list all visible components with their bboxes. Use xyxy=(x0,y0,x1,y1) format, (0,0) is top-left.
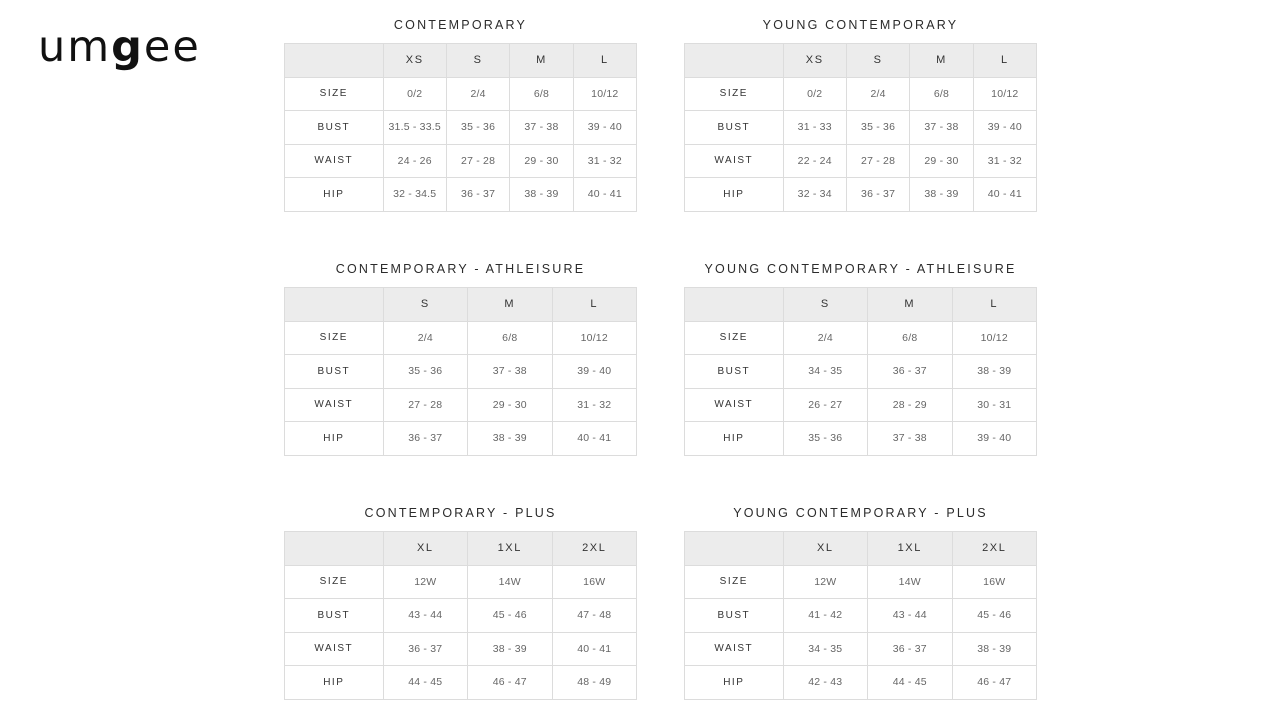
table-cell: 37 - 38 xyxy=(868,422,952,456)
table-row xyxy=(285,77,637,111)
table-row-label: WAIST xyxy=(685,144,784,178)
size-chart-table xyxy=(284,43,637,212)
table-row-label: WAIST xyxy=(685,388,784,422)
table-row-label: SIZE xyxy=(285,321,384,355)
table-cell: 10/12 xyxy=(552,321,636,355)
table-cell: 6/8 xyxy=(910,77,973,111)
table-column-header: XS xyxy=(783,44,846,78)
table-cell: 43 - 44 xyxy=(383,599,467,633)
table-cell: 22 - 24 xyxy=(783,144,846,178)
table-cell: 38 - 39 xyxy=(952,355,1036,389)
brand-logo-part-tail: ee xyxy=(143,21,201,72)
table-column-header: M xyxy=(468,288,552,322)
size-chart-contemporary-athleisure xyxy=(284,262,637,456)
table-column-header: XL xyxy=(783,532,867,566)
table-row-label: HIP xyxy=(685,422,784,456)
table-column-header: 2XL xyxy=(552,532,636,566)
table-header-row xyxy=(685,288,1037,322)
brand-logo-text xyxy=(38,21,201,72)
table-cell: 45 - 46 xyxy=(952,599,1036,633)
brand-logo xyxy=(38,22,238,72)
size-chart-title: CONTEMPORARY - ATHLEISURE xyxy=(335,262,586,276)
table-cell: 14W xyxy=(468,565,552,599)
table-column-header: XS xyxy=(383,44,446,78)
size-chart-table xyxy=(684,287,1037,456)
table-corner-cell xyxy=(685,532,784,566)
brand-logo-part-bold: g xyxy=(111,21,144,72)
table-cell: 46 - 47 xyxy=(952,666,1036,700)
table-cell: 29 - 30 xyxy=(910,144,973,178)
table-cell: 31 - 33 xyxy=(783,111,846,145)
table-corner-cell xyxy=(285,288,384,322)
table-cell: 0/2 xyxy=(383,77,446,111)
table-header-row xyxy=(285,44,637,78)
table-row xyxy=(285,111,637,145)
table-row-label: SIZE xyxy=(685,321,784,355)
table-row-label: BUST xyxy=(285,599,384,633)
table-cell: 37 - 38 xyxy=(468,355,552,389)
table-cell: 2/4 xyxy=(446,77,509,111)
table-row xyxy=(685,422,1037,456)
table-column-header: S xyxy=(446,44,509,78)
size-chart-title: YOUNG CONTEMPORARY - ATHLEISURE xyxy=(704,262,1017,276)
table-row-label: BUST xyxy=(685,111,784,145)
table-row-label: BUST xyxy=(685,355,784,389)
size-chart-table xyxy=(284,287,637,456)
table-header-row xyxy=(685,44,1037,78)
table-cell: 38 - 39 xyxy=(468,422,552,456)
table-cell: 32 - 34.5 xyxy=(383,178,446,212)
table-cell: 6/8 xyxy=(468,321,552,355)
table-cell: 42 - 43 xyxy=(783,666,867,700)
table-cell: 27 - 28 xyxy=(446,144,509,178)
table-row xyxy=(685,111,1037,145)
table-cell: 32 - 34 xyxy=(783,178,846,212)
table-row-label: HIP xyxy=(285,422,384,456)
table-cell: 40 - 41 xyxy=(552,422,636,456)
table-row-label: HIP xyxy=(685,666,784,700)
table-cell: 31 - 32 xyxy=(573,144,636,178)
table-cell: 10/12 xyxy=(573,77,636,111)
table-cell: 46 - 47 xyxy=(468,666,552,700)
table-row xyxy=(285,388,637,422)
table-cell: 35 - 36 xyxy=(446,111,509,145)
table-column-header: L xyxy=(573,44,636,78)
table-column-header: 1XL xyxy=(868,532,952,566)
table-row xyxy=(285,178,637,212)
table-cell: 31.5 - 33.5 xyxy=(383,111,446,145)
table-row xyxy=(685,599,1037,633)
table-row xyxy=(285,599,637,633)
table-cell: 34 - 35 xyxy=(783,632,867,666)
table-cell: 35 - 36 xyxy=(783,422,867,456)
table-header-row xyxy=(685,532,1037,566)
table-column-header: S xyxy=(846,44,909,78)
table-column-header: L xyxy=(552,288,636,322)
table-row xyxy=(685,321,1037,355)
table-cell: 29 - 30 xyxy=(468,388,552,422)
table-cell: 41 - 42 xyxy=(783,599,867,633)
table-cell: 40 - 41 xyxy=(573,178,636,212)
table-row xyxy=(685,144,1037,178)
table-row xyxy=(685,355,1037,389)
table-cell: 14W xyxy=(868,565,952,599)
size-chart-young-contemporary-athleisure xyxy=(684,262,1037,456)
table-cell: 39 - 40 xyxy=(952,422,1036,456)
table-row xyxy=(285,422,637,456)
table-cell: 10/12 xyxy=(952,321,1036,355)
table-row-label: HIP xyxy=(285,178,384,212)
table-cell: 36 - 37 xyxy=(868,632,952,666)
table-column-header: M xyxy=(910,44,973,78)
table-cell: 10/12 xyxy=(973,77,1036,111)
table-cell: 28 - 29 xyxy=(868,388,952,422)
table-row-label: SIZE xyxy=(285,77,384,111)
table-row-label: BUST xyxy=(685,599,784,633)
size-chart-table xyxy=(284,531,637,700)
size-chart-young-contemporary-plus xyxy=(684,506,1037,700)
table-row-label: SIZE xyxy=(685,77,784,111)
table-row-label: BUST xyxy=(285,355,384,389)
table-column-header: 2XL xyxy=(952,532,1036,566)
table-cell: 31 - 32 xyxy=(552,388,636,422)
table-row xyxy=(685,666,1037,700)
table-row xyxy=(685,178,1037,212)
table-cell: 43 - 44 xyxy=(868,599,952,633)
table-cell: 2/4 xyxy=(846,77,909,111)
table-cell: 36 - 37 xyxy=(383,632,467,666)
table-column-header: S xyxy=(783,288,867,322)
table-corner-cell xyxy=(285,44,384,78)
table-cell: 16W xyxy=(952,565,1036,599)
table-column-header: M xyxy=(868,288,952,322)
table-row-label: WAIST xyxy=(285,388,384,422)
table-row-label: SIZE xyxy=(285,565,384,599)
table-cell: 27 - 28 xyxy=(383,388,467,422)
table-cell: 16W xyxy=(552,565,636,599)
table-cell: 44 - 45 xyxy=(383,666,467,700)
table-cell: 6/8 xyxy=(868,321,952,355)
table-cell: 38 - 39 xyxy=(910,178,973,212)
table-column-header: M xyxy=(510,44,573,78)
table-cell: 36 - 37 xyxy=(446,178,509,212)
table-row xyxy=(685,388,1037,422)
table-row xyxy=(285,632,637,666)
table-row xyxy=(685,77,1037,111)
table-row-label: HIP xyxy=(685,178,784,212)
table-column-header: L xyxy=(973,44,1036,78)
size-chart-contemporary xyxy=(284,18,637,212)
table-cell: 12W xyxy=(383,565,467,599)
table-corner-cell xyxy=(285,532,384,566)
table-cell: 0/2 xyxy=(783,77,846,111)
table-corner-cell xyxy=(685,288,784,322)
table-header-row xyxy=(285,288,637,322)
table-cell: 36 - 37 xyxy=(383,422,467,456)
table-cell: 6/8 xyxy=(510,77,573,111)
table-row-label: WAIST xyxy=(685,632,784,666)
table-cell: 37 - 38 xyxy=(910,111,973,145)
table-cell: 29 - 30 xyxy=(510,144,573,178)
table-cell: 2/4 xyxy=(383,321,467,355)
table-row xyxy=(685,565,1037,599)
table-cell: 45 - 46 xyxy=(468,599,552,633)
table-cell: 40 - 41 xyxy=(552,632,636,666)
size-chart-young-contemporary xyxy=(684,18,1037,212)
size-chart-table xyxy=(684,43,1037,212)
table-row xyxy=(685,632,1037,666)
table-row xyxy=(285,144,637,178)
table-cell: 37 - 38 xyxy=(510,111,573,145)
table-cell: 35 - 36 xyxy=(383,355,467,389)
table-row-label: BUST xyxy=(285,111,384,145)
table-cell: 38 - 39 xyxy=(468,632,552,666)
table-corner-cell xyxy=(685,44,784,78)
table-cell: 27 - 28 xyxy=(846,144,909,178)
table-column-header: 1XL xyxy=(468,532,552,566)
table-cell: 36 - 37 xyxy=(846,178,909,212)
table-cell: 40 - 41 xyxy=(973,178,1036,212)
table-cell: 12W xyxy=(783,565,867,599)
table-row xyxy=(285,321,637,355)
table-row-label: WAIST xyxy=(285,144,384,178)
table-cell: 48 - 49 xyxy=(552,666,636,700)
table-row xyxy=(285,666,637,700)
table-cell: 24 - 26 xyxy=(383,144,446,178)
table-row xyxy=(285,565,637,599)
table-cell: 39 - 40 xyxy=(552,355,636,389)
table-cell: 2/4 xyxy=(783,321,867,355)
table-cell: 34 - 35 xyxy=(783,355,867,389)
table-header-row xyxy=(285,532,637,566)
table-column-header: L xyxy=(952,288,1036,322)
size-chart-title: YOUNG CONTEMPORARY xyxy=(762,18,959,32)
table-cell: 30 - 31 xyxy=(952,388,1036,422)
size-chart-table xyxy=(684,531,1037,700)
size-chart-title: YOUNG CONTEMPORARY - PLUS xyxy=(733,506,988,520)
table-column-header: S xyxy=(383,288,467,322)
table-column-header: XL xyxy=(383,532,467,566)
table-cell: 39 - 40 xyxy=(573,111,636,145)
table-cell: 36 - 37 xyxy=(868,355,952,389)
table-cell: 38 - 39 xyxy=(952,632,1036,666)
table-row-label: WAIST xyxy=(285,632,384,666)
table-cell: 35 - 36 xyxy=(846,111,909,145)
table-cell: 44 - 45 xyxy=(868,666,952,700)
size-chart-title: CONTEMPORARY - PLUS xyxy=(364,506,557,520)
table-row-label: SIZE xyxy=(685,565,784,599)
table-cell: 47 - 48 xyxy=(552,599,636,633)
table-cell: 38 - 39 xyxy=(510,178,573,212)
size-chart-title: CONTEMPORARY xyxy=(393,18,528,32)
table-cell: 39 - 40 xyxy=(973,111,1036,145)
table-cell: 31 - 32 xyxy=(973,144,1036,178)
table-cell: 26 - 27 xyxy=(783,388,867,422)
table-row xyxy=(285,355,637,389)
table-row-label: HIP xyxy=(285,666,384,700)
size-chart-contemporary-plus xyxy=(284,506,637,700)
brand-logo-part-light: um xyxy=(38,21,112,72)
